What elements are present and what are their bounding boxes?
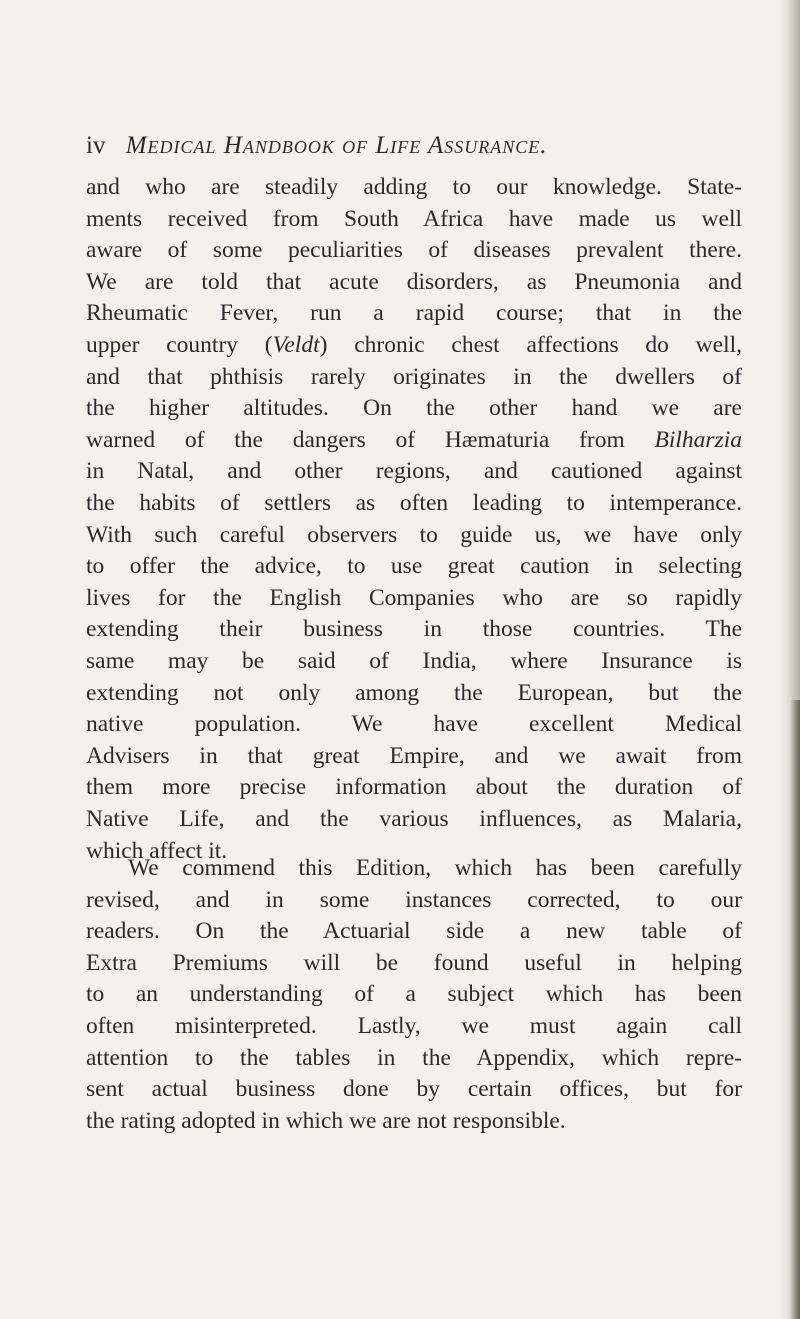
text-line (86, 979, 742, 1009)
text-line (86, 267, 742, 297)
text-segment: Native Life, and the various influences, as Malaria, (86, 806, 742, 832)
text-line (86, 709, 742, 739)
text-segment: to an understanding of a subject which has been (86, 981, 742, 1008)
text-line (86, 614, 742, 644)
italic-term: Bilharzia (654, 426, 742, 453)
text-line (86, 330, 742, 360)
text-line (86, 741, 742, 771)
text-segment: often misinterpreted. Lastly, we must again call (86, 1013, 742, 1039)
text-segment: attention to the tables in the Appendix, which repre- (86, 1044, 742, 1071)
text-segment: ) chronic chest affections do well, (319, 332, 742, 358)
text-segment: We commend this Edition, which has been carefully (128, 855, 742, 881)
text-segment: warned of the dangers of Hæmaturia from (86, 426, 655, 453)
text-segment: same may be said of India, where Insurance is (86, 648, 742, 674)
text-line (86, 916, 742, 946)
text-segment: extending not only among the European, but the (86, 679, 742, 706)
text-segment: native population. We have excellent Medical (86, 711, 742, 738)
text-line (86, 1011, 742, 1041)
text-segment: in Natal, and other regions, and cautioned against (86, 458, 742, 485)
text-segment: sent actual business done by certain offices, but for (86, 1076, 742, 1103)
text-segment: lives for the English Companies who are so rapidly (86, 584, 742, 611)
text-line (86, 204, 742, 234)
page-edge-shadow-dark (790, 700, 800, 1319)
text-line (86, 456, 742, 486)
text-segment: With such careful observers to guide us, we have only (86, 521, 742, 548)
text-segment: the rating adopted in which we are not responsible. (86, 1107, 566, 1134)
text-segment: them more precise information about the duration of (86, 774, 742, 801)
text-line (86, 425, 742, 455)
running-title: Medical Handbook of Life Assurance. (125, 132, 548, 159)
text-line (128, 853, 742, 883)
text-line (86, 520, 742, 550)
text-line (86, 948, 742, 978)
text-segment: the higher altitudes. On the other hand we are (86, 395, 742, 422)
text-segment: extending their business in those countries. The (86, 616, 742, 643)
text-segment: to offer the advice, to use great caution in selecting (86, 553, 742, 580)
text-segment: the habits of settlers as often leading to intemperance. (86, 490, 742, 516)
text-segment: and who are steadily adding to our knowledge. State- (86, 174, 742, 200)
text-line (86, 678, 742, 708)
text-segment: aware of some peculiarities of diseases prevalent there. (86, 237, 742, 264)
text-line (86, 804, 742, 834)
text-segment: Extra Premiums will be found useful in helping (86, 949, 742, 976)
text-segment: We are told that acute disorders, as Pneumonia and (86, 268, 742, 295)
running-header (86, 132, 746, 160)
text-line (86, 362, 742, 392)
text-line (86, 393, 742, 423)
text-line (86, 646, 742, 676)
text-line (86, 235, 742, 265)
italic-term: Veldt (272, 332, 320, 358)
text-line (86, 583, 742, 613)
text-line (86, 488, 742, 518)
text-segment: upper country ( (86, 332, 273, 358)
text-line (86, 1106, 742, 1136)
text-line (86, 172, 742, 202)
page-number: iv (86, 132, 106, 159)
text-line (86, 1043, 742, 1073)
text-segment: which affect it. (86, 837, 228, 864)
text-line (86, 1074, 742, 1104)
text-segment: readers. On the Actuarial side a new table of (86, 918, 742, 945)
text-line (86, 885, 742, 915)
text-segment: Advisers in that great Empire, and we await from (86, 742, 742, 769)
text-segment: and that phthisis rarely originates in the dwellers of (86, 363, 742, 390)
text-segment: Rheumatic Fever, run a rapid course; that in the (86, 300, 742, 327)
text-line (86, 772, 742, 802)
text-line (86, 298, 742, 328)
text-line (86, 551, 742, 581)
text-segment: ments received from South Africa have made us well (86, 205, 742, 232)
text-segment: revised, and in some instances corrected, to our (86, 886, 742, 913)
